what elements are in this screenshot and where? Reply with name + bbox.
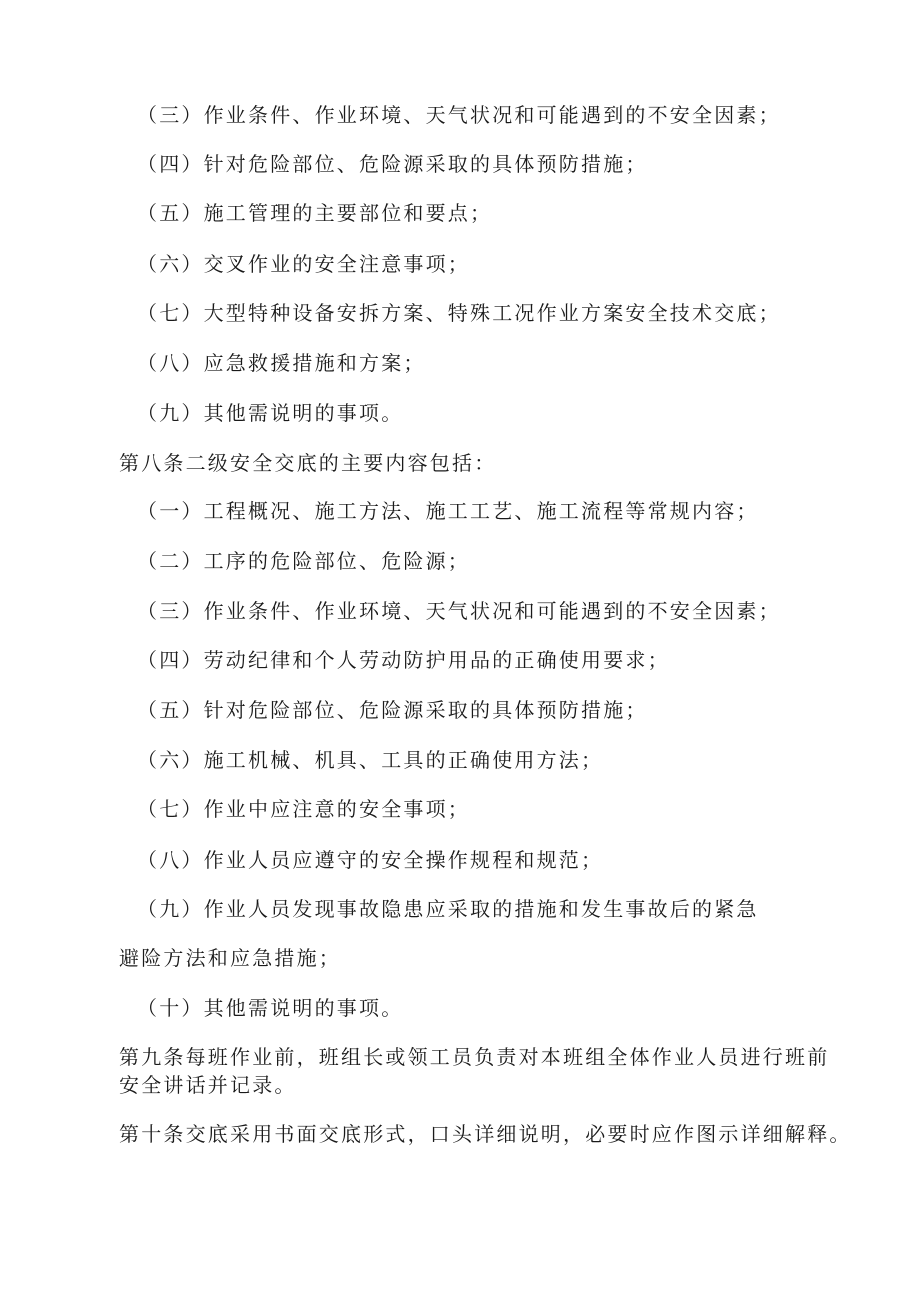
paragraph: （十）其他需说明的事项。 (137, 996, 404, 1020)
paragraph: （六）施工机械、机具、工具的正确使用方法； (137, 748, 604, 772)
paragraph: （四）针对危险部位、危险源采取的具体预防措施； (137, 152, 648, 176)
paragraph: （八）作业人员应遵守的安全操作规程和规范； (137, 848, 604, 872)
paragraph: （九）作业人员发现事故隐患应采取的措施和发生事故后的紧急 (137, 897, 759, 921)
paragraph: （七）大型特种设备安拆方案、特殊工况作业方案安全技术交底； (137, 301, 781, 325)
paragraph: （五）施工管理的主要部位和要点； (137, 201, 493, 225)
paragraph: （五）针对危险部位、危险源采取的具体预防措施； (137, 698, 648, 722)
paragraph: 第十条交底采用书面交底形式，口头详细说明，必要时应作图示详细解释。 (119, 1122, 852, 1146)
paragraph: （八）应急救援措施和方案； (137, 351, 426, 375)
paragraph: （二）工序的危险部位、危险源； (137, 549, 470, 573)
paragraph: （三）作业条件、作业环境、天气状况和可能遇到的不安全因素； (137, 103, 781, 127)
article-heading: 第八条二级安全交底的主要内容包括： (119, 451, 497, 475)
paragraph: 第九条每班作业前，班组长或领工员负责对本班组全体作业人员进行班前 (119, 1045, 830, 1069)
paragraph: （四）劳动纪律和个人劳动防护用品的正确使用要求； (137, 648, 670, 672)
paragraph: （一）工程概况、施工方法、施工工艺、施工流程等常规内容； (137, 499, 759, 523)
paragraph: 安全讲话并记录。 (119, 1073, 297, 1097)
paragraph: （三）作业条件、作业环境、天气状况和可能遇到的不安全因素； (137, 599, 781, 623)
paragraph: （七）作业中应注意的安全事项； (137, 797, 470, 821)
paragraph: （九）其他需说明的事项。 (137, 401, 404, 425)
paragraph: （六）交叉作业的安全注意事项； (137, 252, 470, 276)
paragraph: 避险方法和应急措施； (119, 946, 341, 970)
